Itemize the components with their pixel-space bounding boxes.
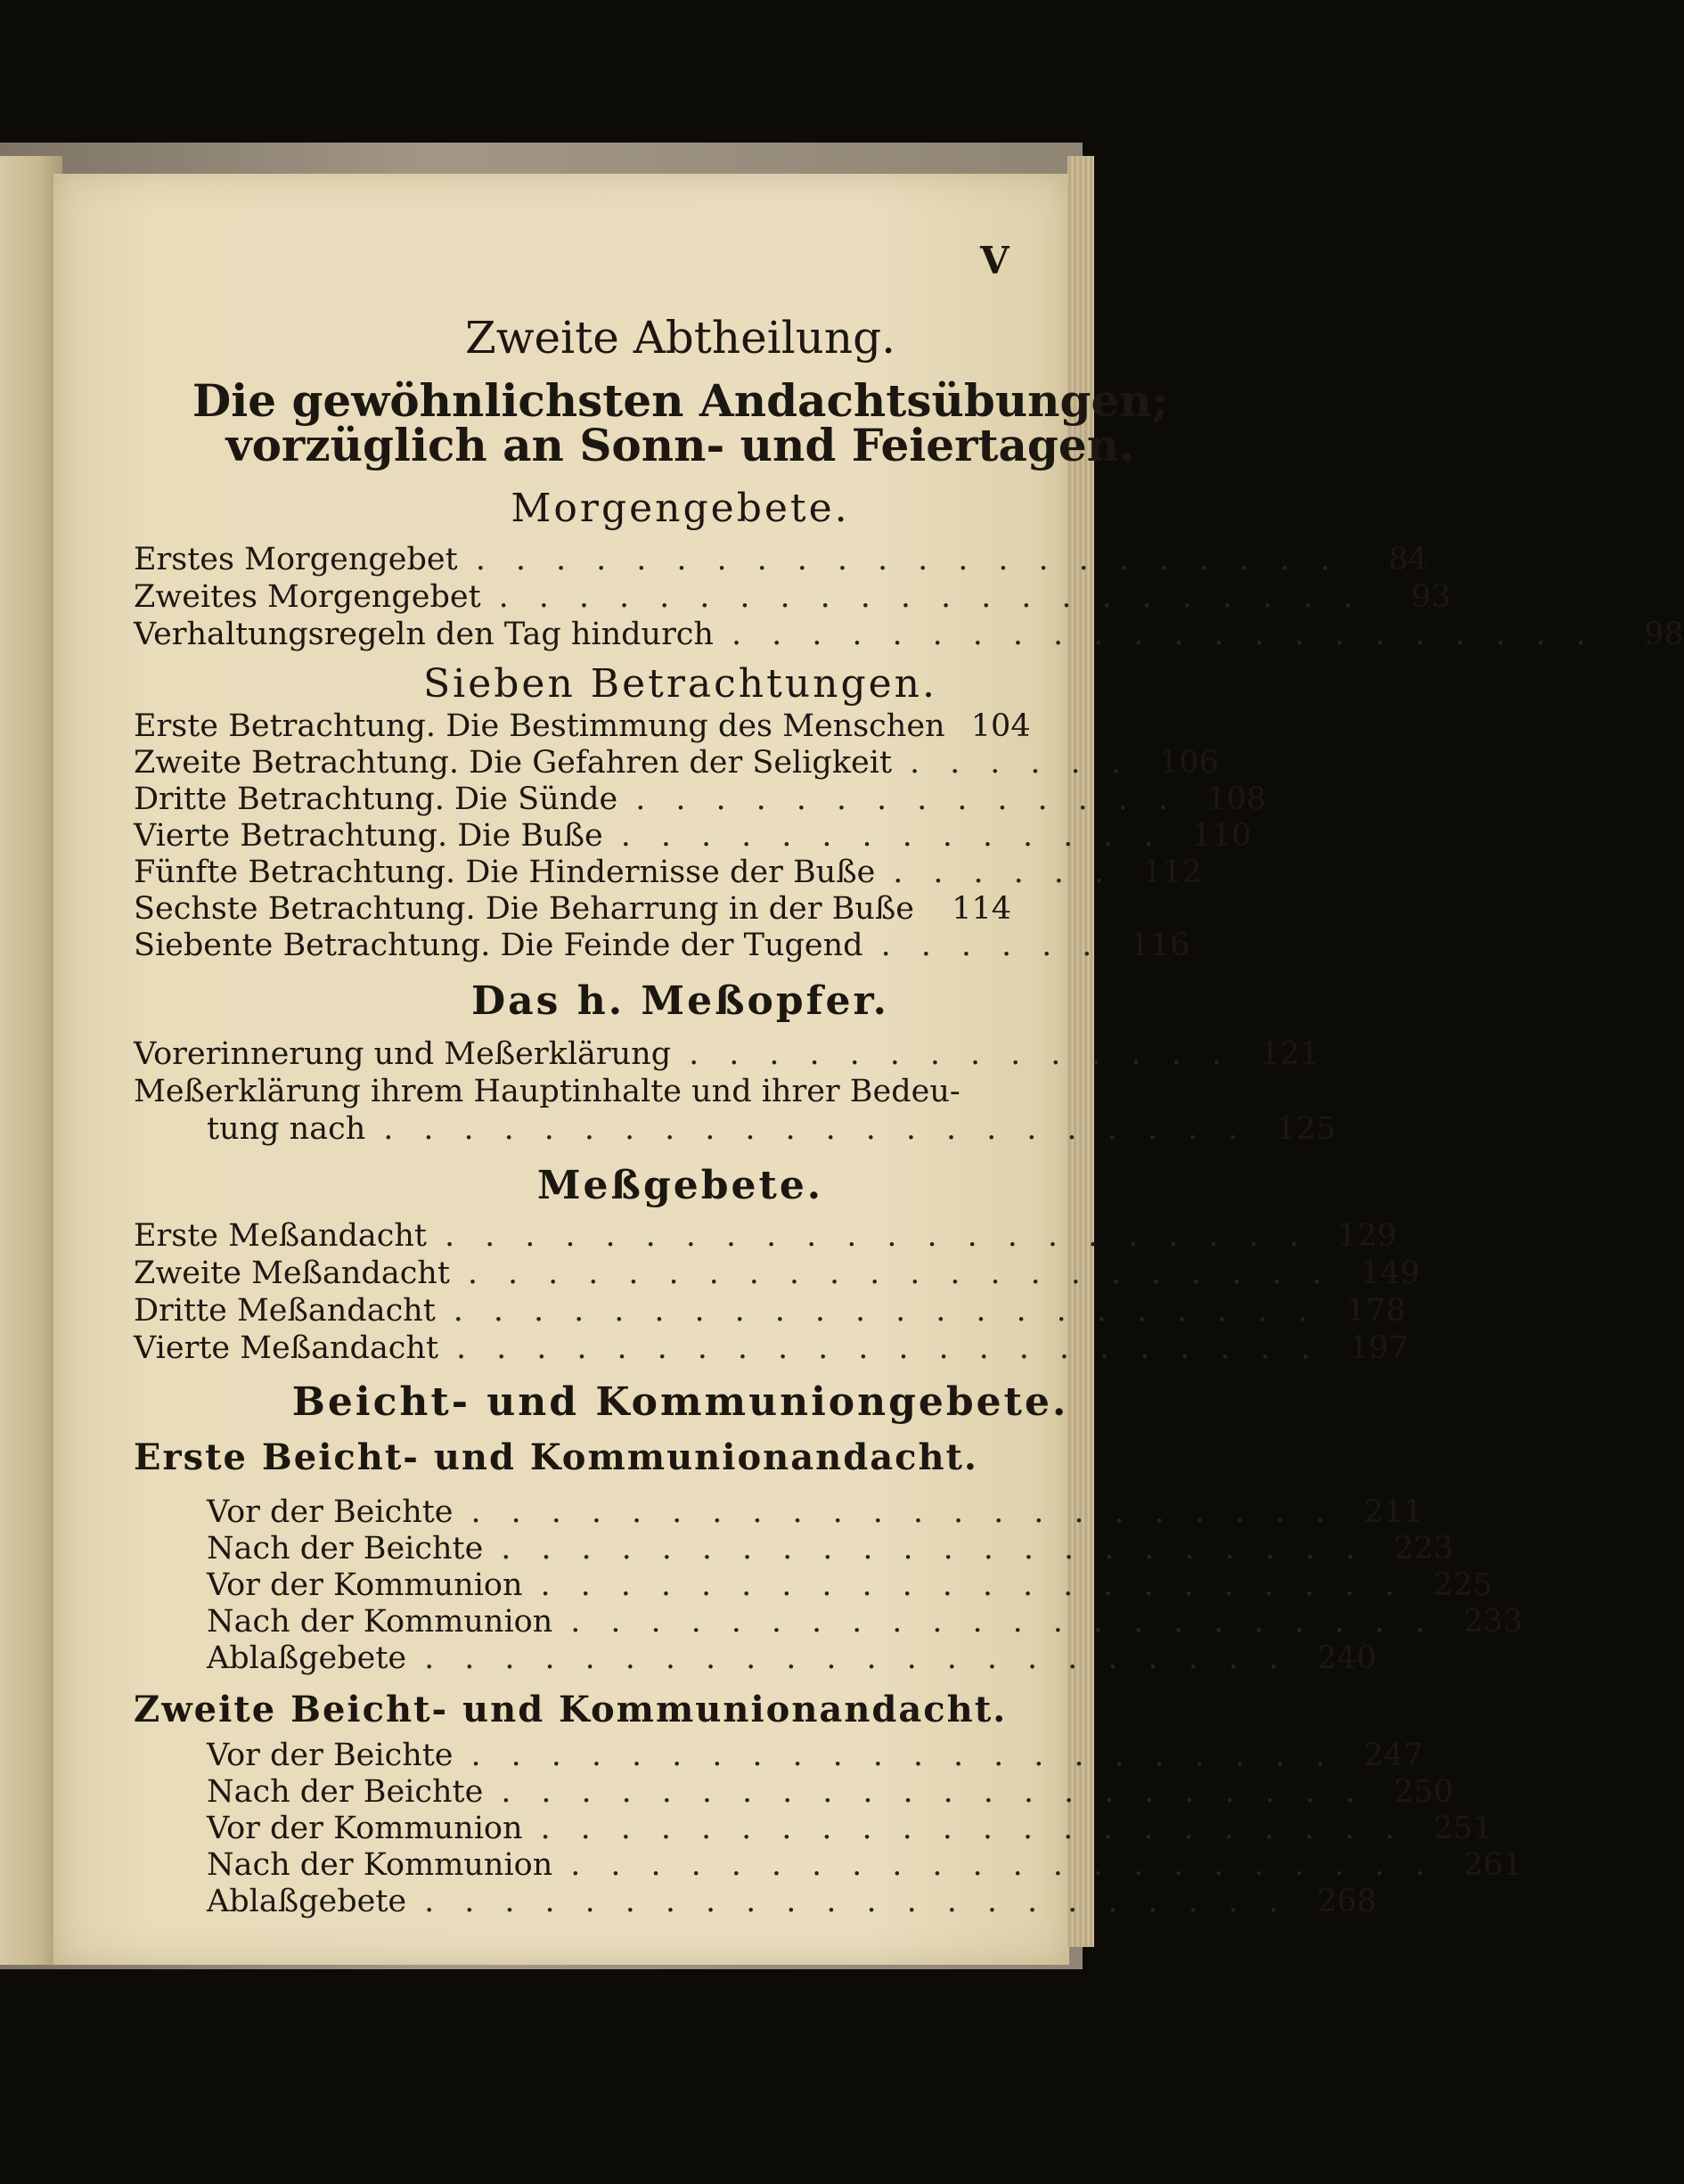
- toc-entry: Erste Meßandacht ...................... 129: [134, 1218, 1397, 1254]
- entry-page: 121: [1260, 1036, 1320, 1072]
- entry-label: Meßerklärung ihrem Hauptinhalte und ihrer Bedeu-: [134, 1074, 961, 1109]
- entry-page: 110: [1191, 818, 1252, 854]
- entry-page: 178: [1345, 1293, 1406, 1329]
- entry-label: Nach der Kommunion: [207, 1604, 553, 1640]
- entry-page: 149: [1360, 1256, 1420, 1291]
- entry-label: Nach der Kommunion: [207, 1847, 553, 1883]
- toc-entry: Nach der Kommunion ...................... 233: [207, 1604, 1524, 1640]
- entry-page: 106: [1158, 745, 1219, 781]
- toc-entry: Nach der Kommunion ...................... 261: [207, 1847, 1524, 1883]
- section-heading-messgebete: Meßgebete.: [536, 1163, 824, 1208]
- entry-label: Verhaltungsregeln den Tag hindurch: [134, 617, 714, 652]
- entry-page: 125: [1276, 1111, 1336, 1147]
- page-number: V: [980, 239, 1010, 282]
- entry-page: 268: [1317, 1884, 1377, 1919]
- entry-page: 112: [1142, 855, 1203, 890]
- entry-page: 116: [1130, 928, 1190, 963]
- entry-label: Zweite Meßandacht: [134, 1256, 450, 1291]
- entry-label: Vor der Beichte: [207, 1494, 454, 1530]
- toc-entry: Dritte Betrachtung. Die Sünde .............. 108: [134, 781, 1267, 817]
- entry-page: 93: [1410, 579, 1451, 615]
- toc-entry: Nach der Beichte ...................... 223: [207, 1531, 1454, 1566]
- toc-entry: Fünfte Betrachtung. Die Hindernisse der Buße ...... 112: [134, 855, 1203, 890]
- entry-page: 240: [1317, 1640, 1377, 1676]
- toc-entry: [134, 708, 1031, 746]
- entry-page: 251: [1433, 1811, 1493, 1846]
- toc-entry: Zweite Betrachtung. Die Gefahren der Seligkeit ...... 106: [134, 745, 1219, 781]
- entry-label: Vierte Meßandacht: [134, 1330, 439, 1366]
- toc-entry: Vor der Kommunion ...................... 251: [207, 1811, 1493, 1846]
- section-heading-messopfer: Das h. Meßopfer.: [470, 978, 889, 1024]
- entry-page: 129: [1337, 1218, 1397, 1254]
- section-heading-morgengebete: Morgengebete.: [511, 486, 850, 531]
- toc-entry: Vor der Beichte ...................... 247: [207, 1738, 1424, 1773]
- toc-entry: Zweite Meßandacht ...................... 149: [134, 1256, 1420, 1291]
- entry-page: 250: [1394, 1774, 1454, 1810]
- toc-entry: tung nach ...................... 125: [207, 1111, 1336, 1147]
- entry-label: Vierte Betrachtung. Die Buße: [134, 818, 603, 854]
- entry-label: Nach der Beichte: [207, 1531, 484, 1566]
- entry-label: Ablaßgebete: [207, 1640, 407, 1676]
- toc-entry: Zweites Morgengebet ...................... 93: [134, 579, 1451, 615]
- toc-entry: Vierte Betrachtung. Die Buße .............. 110: [134, 818, 1252, 854]
- entry-label: Vor der Beichte: [207, 1738, 454, 1773]
- toc-entry: Erstes Morgengebet ...................... 84: [134, 542, 1428, 577]
- subtitle-line-2: vorzüglich an Sonn- und Feiertagen.: [225, 419, 1135, 471]
- section-heading-betrachtungen: Sieben Betrachtungen.: [423, 661, 937, 707]
- toc-entry: Nach der Beichte ...................... 250: [207, 1774, 1454, 1810]
- entry-page: 84: [1387, 542, 1428, 577]
- toc-entry: Dritte Meßandacht ...................... 178: [134, 1293, 1406, 1329]
- entry-page: 197: [1348, 1330, 1409, 1366]
- entry-label: Zweites Morgengebet: [134, 579, 481, 615]
- toc-entry: Ablaßgebete ...................... 268: [207, 1884, 1377, 1919]
- entry-label: Vor der Kommunion: [207, 1811, 523, 1846]
- toc-entry: Vor der Beichte ...................... 211: [207, 1494, 1424, 1530]
- group-title-2: Zweite Beicht- und Kommunionandacht.: [134, 1689, 1008, 1730]
- toc-entry: Vor der Kommunion ...................... 225: [207, 1567, 1493, 1603]
- entry-label: Vorerinnerung und Meßerklärung: [134, 1036, 672, 1072]
- entry-label: Zweite Betrachtung. Die Gefahren der Seligkeit: [134, 745, 893, 781]
- entry-label: Dritte Betrachtung. Die Sünde: [134, 781, 618, 817]
- toc-entry: Vierte Meßandacht ...................... 197: [134, 1330, 1409, 1366]
- entry-label: Dritte Meßandacht: [134, 1293, 436, 1329]
- entry-page: 114: [952, 891, 1011, 927]
- entry-label: Siebente Betrachtung. Die Feinde der Tugend: [134, 928, 863, 963]
- subtitle-line-1: Die gewöhnlichsten Andachtsübungen;: [192, 374, 1169, 427]
- entry-page: 261: [1463, 1847, 1524, 1883]
- part-title: Zweite Abtheilung.: [465, 312, 895, 364]
- entry-label: Nach der Beichte: [207, 1774, 484, 1810]
- entry-page: 104: [970, 708, 1031, 744]
- entry-page: 233: [1463, 1604, 1524, 1640]
- entry-label: Ablaßgebete: [207, 1884, 407, 1919]
- toc-entry: [134, 891, 1011, 928]
- entry-page: 223: [1394, 1531, 1454, 1566]
- toc-entry: Vorerinnerung und Meßerklärung .............. 121: [134, 1036, 1320, 1072]
- entry-page: 98: [1644, 617, 1684, 652]
- toc-entry: Ablaßgebete ...................... 240: [207, 1640, 1377, 1676]
- entry-label-continued: tung nach: [207, 1111, 366, 1147]
- entry-label: Erstes Morgengebet: [134, 542, 458, 577]
- entry-label: Erste Betrachtung. Die Bestimmung des Menschen: [134, 708, 945, 744]
- entry-page: 247: [1363, 1738, 1424, 1773]
- entry-label: Fünfte Betrachtung. Die Hindernisse der Buße: [134, 855, 876, 890]
- entry-label: Erste Meßandacht: [134, 1218, 427, 1254]
- entry-label: Vor der Kommunion: [207, 1567, 523, 1603]
- entry-page: 211: [1363, 1494, 1424, 1530]
- group-title-1: Erste Beicht- und Kommunionandacht.: [134, 1436, 978, 1478]
- toc-entry: Verhaltungsregeln den Tag hindurch ...................... 98: [134, 617, 1684, 652]
- entry-page: 108: [1206, 781, 1267, 817]
- entry-label: Sechste Betrachtung. Die Beharrung in der Buße: [134, 891, 914, 927]
- toc-entry: Siebente Betrachtung. Die Feinde der Tugend ...... 116: [134, 928, 1190, 963]
- entry-page: 225: [1433, 1567, 1493, 1603]
- section-heading-beichte: Beicht- und Kommuniongebete.: [291, 1379, 1069, 1425]
